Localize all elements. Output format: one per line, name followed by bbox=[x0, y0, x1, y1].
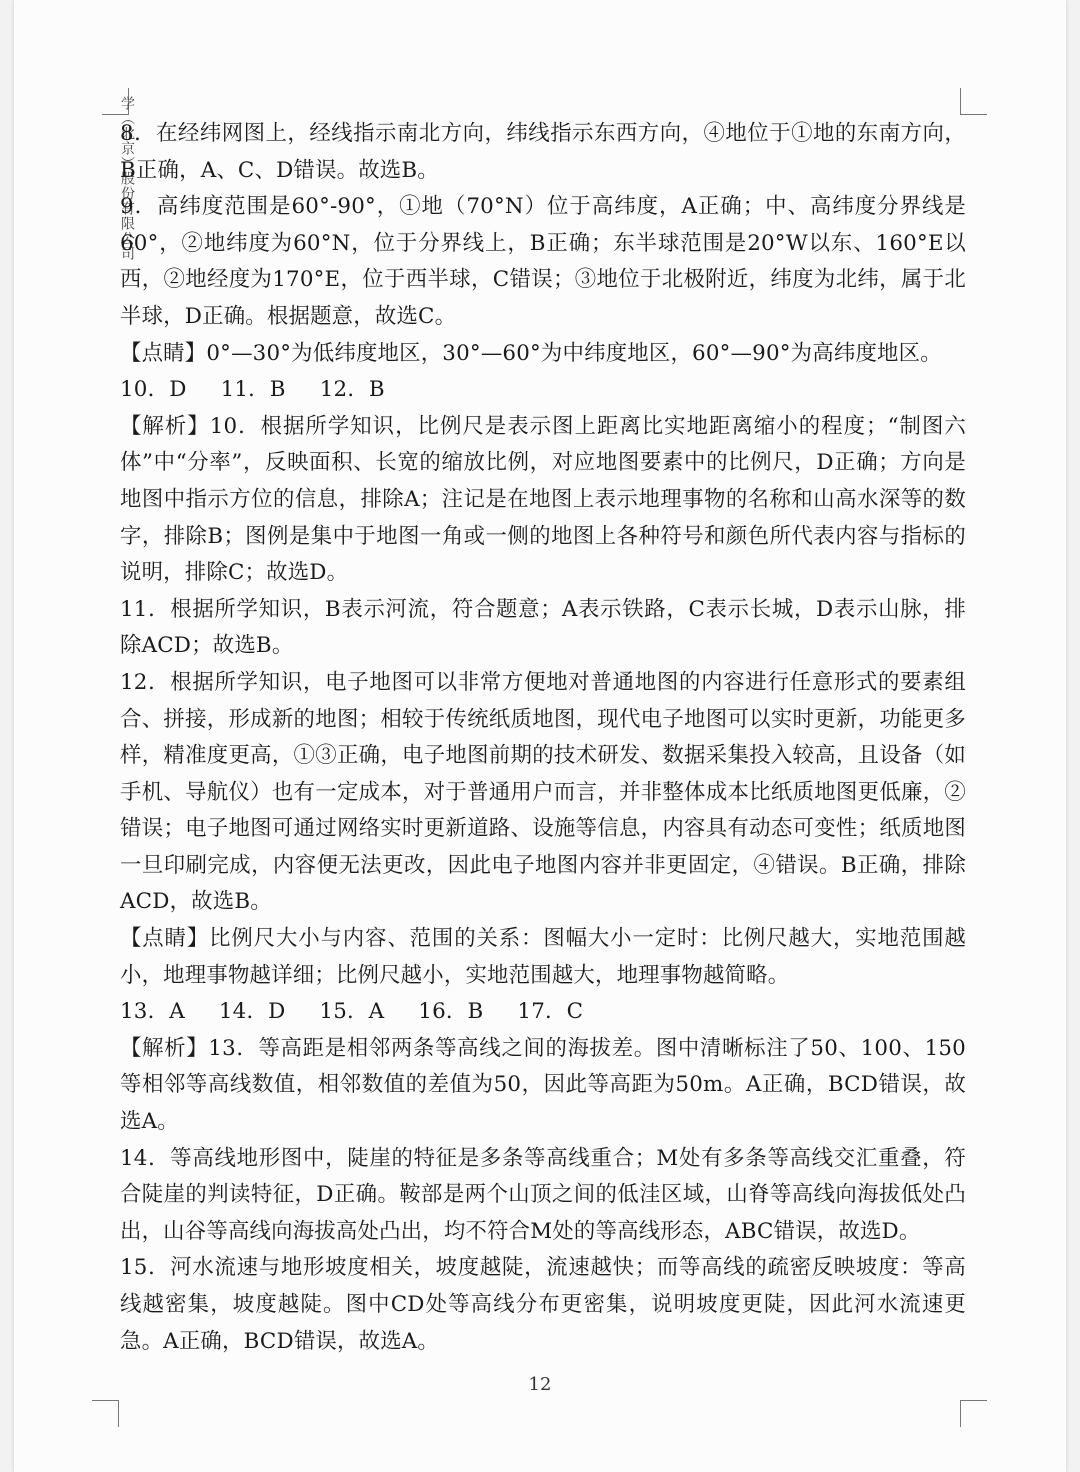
paragraph-q13: 【解析】13．等高距是相邻两条等高线之间的海拔差。图中清晰标注了50、100、150等相邻等高线数值，相邻数值的差值为50，因此等高距为50m。A正确，BCD错误，故选A。 bbox=[120, 1035, 966, 1135]
tip-latitude: 【点睛】0°—30°为低纬度地区，30°—60°为中纬度地区，60°—90°为高纬度地区。 bbox=[120, 340, 942, 366]
document-page bbox=[14, 0, 1066, 1472]
answer-17: 17．C bbox=[517, 999, 584, 1025]
answer-explanations bbox=[120, 116, 966, 1360]
answer-13: 13．A bbox=[120, 999, 185, 1025]
page-number: 12 bbox=[528, 1374, 552, 1395]
answer-10: 10．D bbox=[120, 377, 187, 403]
answer-14: 14．D bbox=[218, 999, 286, 1025]
paragraph-q14: 14．等高线地形图中，陡崖的特征是多条等高线重合；M处有多条等高线交汇重叠，符合陡崖的判读特征，D正确。鞍部是两个山顶之间的低洼区域，山脊等高线向海拔低处凸出，山谷等高线向海拔高处凸出，均不符合M处的等高线形态，ABC错误，故选D。 bbox=[120, 1145, 966, 1244]
crop-mark-bottom-left bbox=[92, 1400, 119, 1427]
paragraph-q12: 12．根据所学知识，电子地图可以非常方便地对普通地图的内容进行任意形式的要素组合、拼接，形成新的地图；相较于传统纸质地图，现代电子地图可以实时更新，功能更多样，精准度更高，①③正确，电子地图前期的技术研发、数据采集投入较高，且设备（如手机、导航仪）也有一定成本，对于普通用户而言，并非整体成本比纸质地图更低廉，②错误；电子地图可通过网络实时更新道路、设施等信息，内容具有动态可变性；纸质地图一旦印刷完成，内容便无法更改，因此电子地图内容并非更固定，④错误。B正确，排除ACD，故选B。 bbox=[120, 669, 966, 915]
tip-scale: 【点睛】比例尺大小与内容、范围的关系：图幅大小一定时：比例尺越大，实地范围越小，地理事物越详细；比例尺越小，实地范围越大，地理事物越简略。 bbox=[120, 926, 966, 988]
answer-11: 11．B bbox=[220, 377, 286, 403]
crop-mark-top-right bbox=[960, 88, 987, 115]
paragraph-q10: 【解析】10．根据所学知识，比例尺是表示图上距离比实地距离缩小的程度；“制图六体”中“分率”，反映面积、长宽的缩放比例，对应地图要素中的比例尺，D正确；方向是地图中指示方位的信息，排除A；注记是在地图上表示地理事物的名称和山高水深等的数字，排除B；图例是集中于地图一角或一侧的地图上各种符号和颜色所代表内容与指标的说明，排除C；故选D。 bbox=[120, 413, 966, 586]
answer-16: 16．B bbox=[418, 999, 484, 1025]
answer-line-13-17 bbox=[120, 994, 966, 1031]
paragraph-q9: 9．高纬度范围是60°-90°，①地（70°N）位于高纬度，A正确；中、高纬度分界线是60°，②地纬度为60°N，位于分界线上，B正确；东半球范围是20°W以东、160°E以西，②地经度为170°E，位于西半球，C错误；③地位于北极附近，纬度为北纬，属于北半球，D正确。根据题意，故选C。 bbox=[120, 194, 966, 329]
side-watermark: 学（北京）股份有限公司 bbox=[119, 96, 135, 261]
paragraph-q15: 15．河水流速与地形坡度相关，坡度越陡，流速越快；而等高线的疏密反映坡度：等高线越密集，坡度越陡。图中CD处等高线分布更密集，说明坡度更陡，因此河水流速更急。A正确，BCD错误，故选A。 bbox=[120, 1255, 966, 1354]
paragraph-q11: 11．根据所学知识，B表示河流，符合题意；A表示铁路，C表示长城，D表示山脉，排除ACD；故选B。 bbox=[120, 596, 966, 659]
answer-line-10-12 bbox=[120, 372, 966, 409]
paragraph-q8: 8．在经纬网图上，经线指示南北方向，纬线指示东西方向，④地位于①地的东南方向，B正确，A、C、D错误。故选B。 bbox=[120, 121, 966, 183]
crop-mark-bottom-right bbox=[960, 1400, 987, 1427]
answer-12: 12．B bbox=[319, 377, 385, 403]
answer-15: 15．A bbox=[319, 999, 385, 1025]
